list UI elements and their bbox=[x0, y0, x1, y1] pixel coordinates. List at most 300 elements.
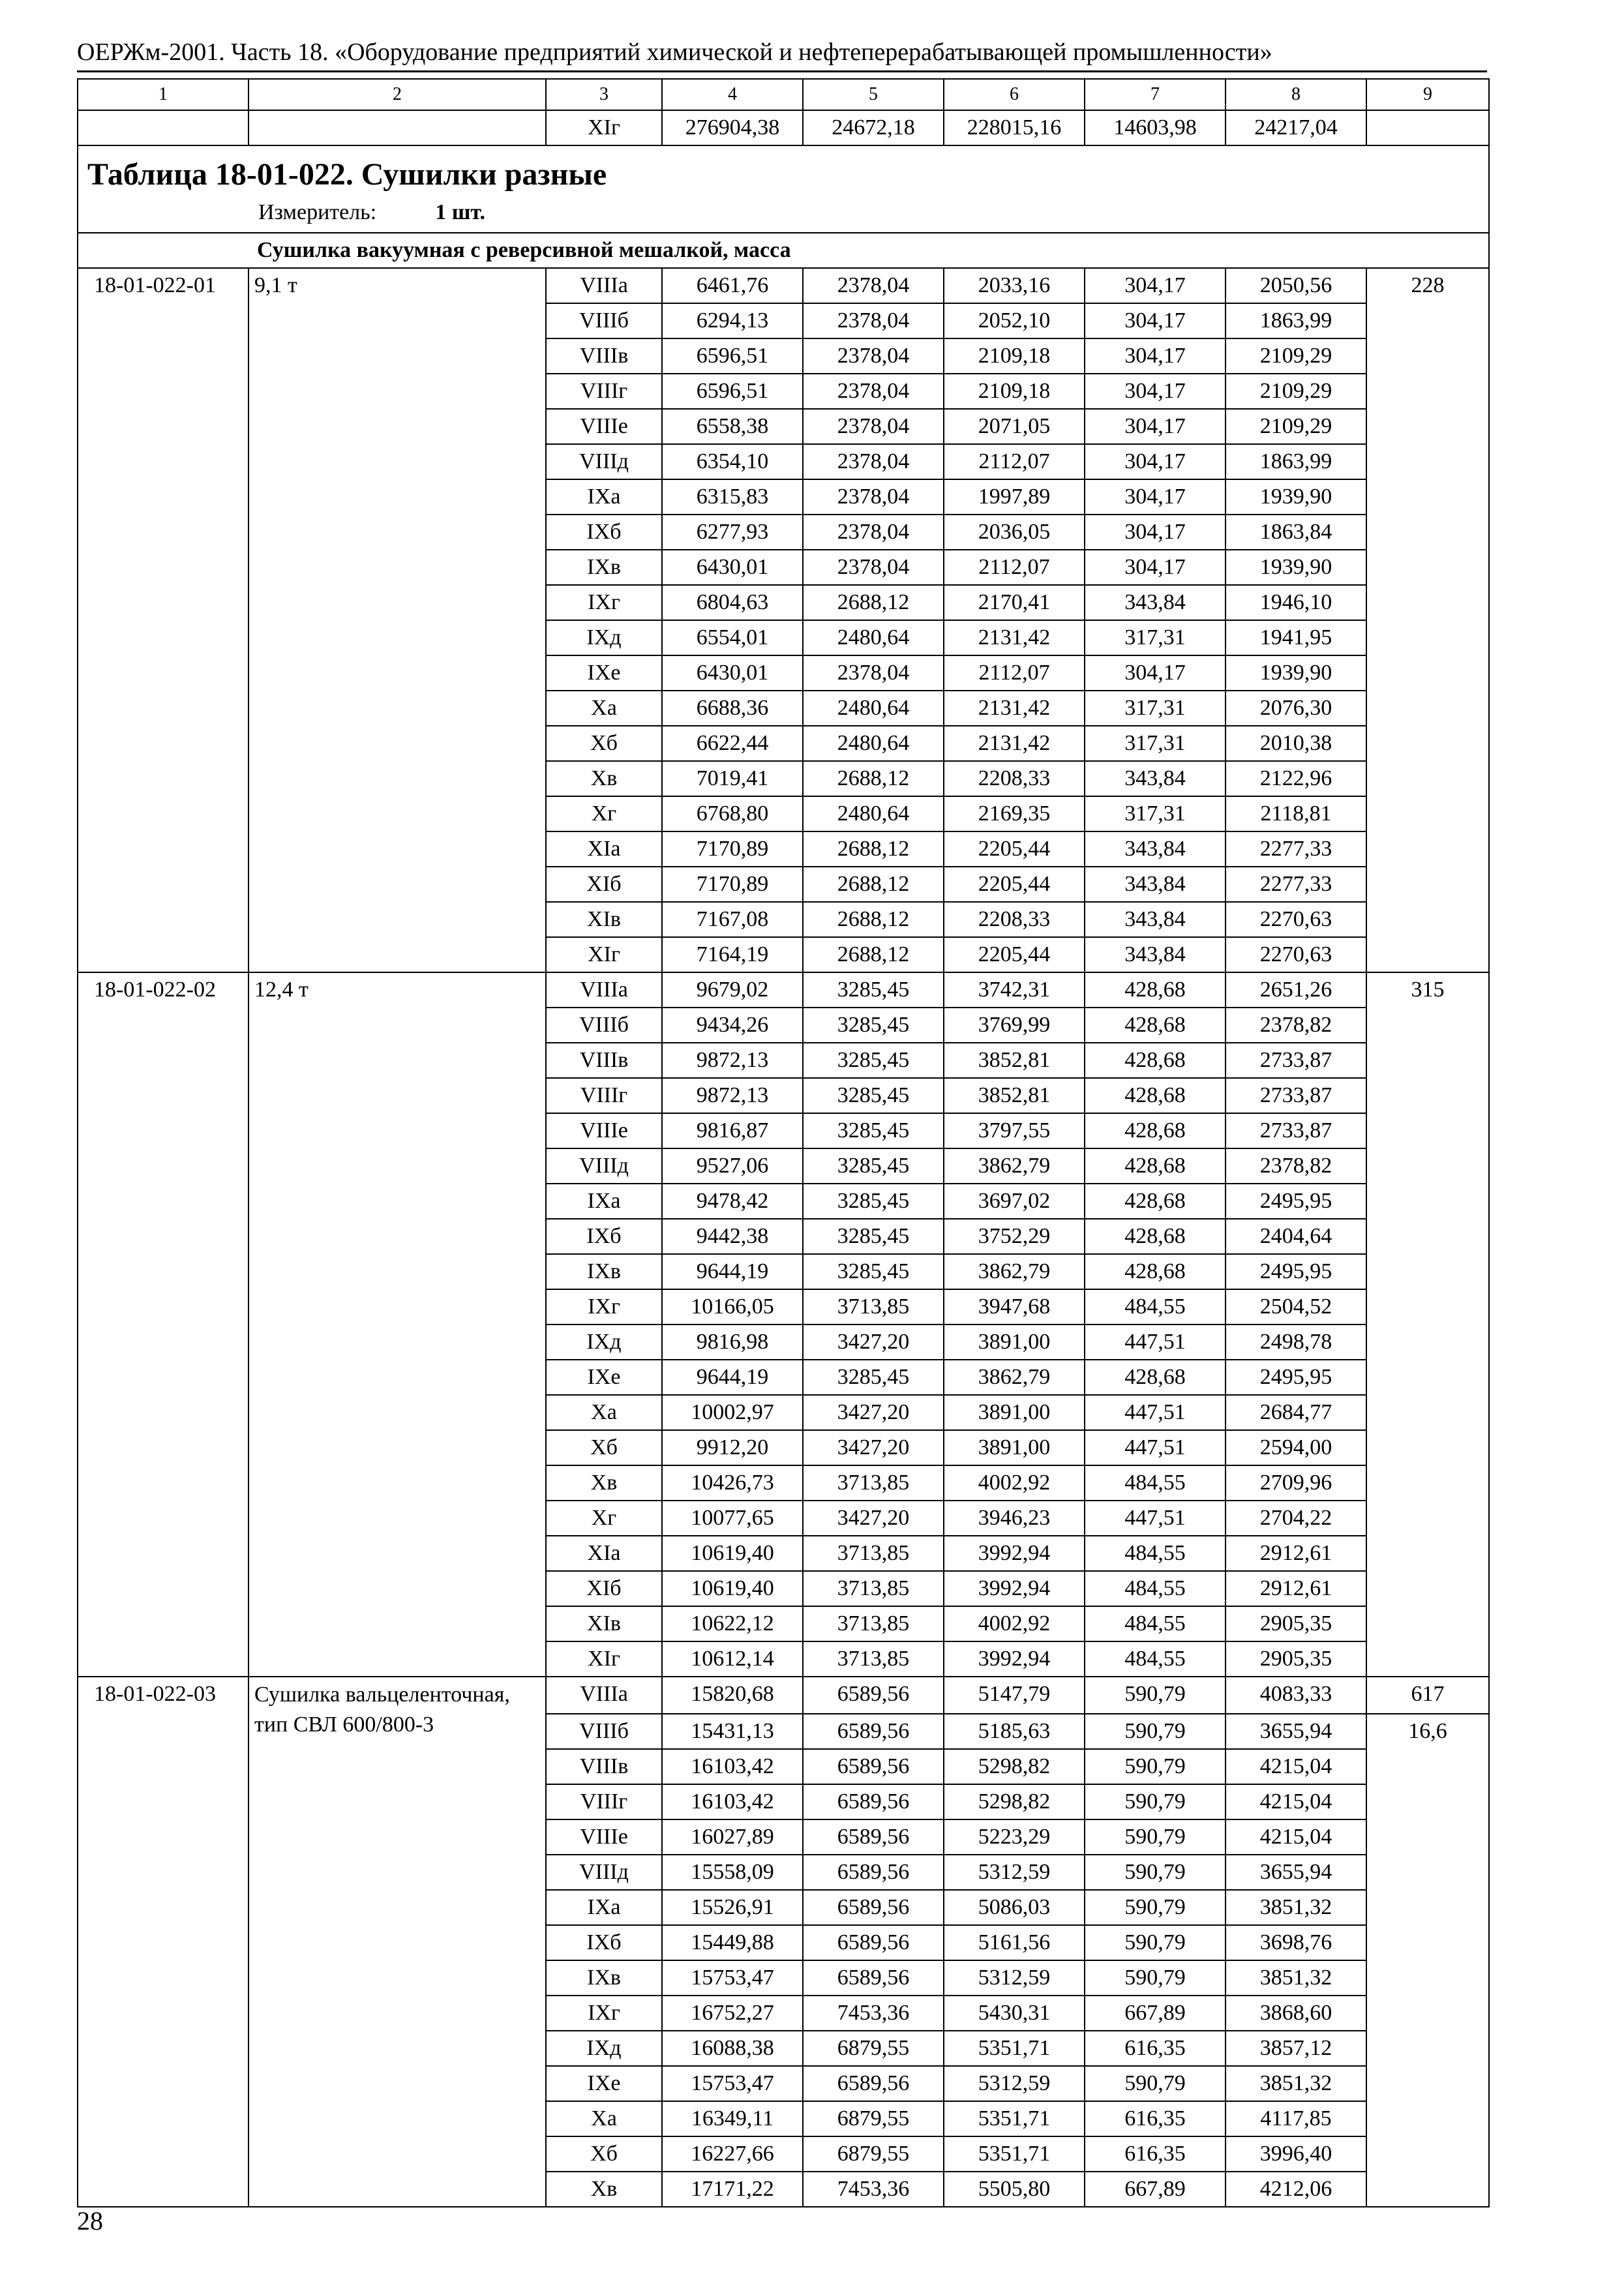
region-class-cell: VIIIа bbox=[546, 972, 662, 1008]
value-cell: 9816,98 bbox=[662, 1324, 803, 1360]
value-cell: 2378,04 bbox=[803, 409, 944, 444]
empty-cell bbox=[78, 1078, 248, 1113]
value-cell: 2071,05 bbox=[944, 409, 1085, 444]
empty-cell bbox=[1366, 655, 1489, 691]
value-cell: 15526,91 bbox=[662, 1890, 803, 1925]
empty-cell bbox=[78, 1855, 248, 1890]
value-cell: 10612,14 bbox=[662, 1641, 803, 1677]
value-cell: 2480,64 bbox=[803, 620, 944, 655]
value-cell: 4215,04 bbox=[1226, 1749, 1366, 1784]
value-cell: 24672,18 bbox=[803, 110, 944, 145]
value-cell: 484,55 bbox=[1085, 1571, 1226, 1606]
value-cell: 6589,56 bbox=[803, 1749, 944, 1784]
value-cell: 9644,19 bbox=[662, 1360, 803, 1395]
item-code: 18-01-022-03 bbox=[78, 1677, 248, 1714]
header-rule bbox=[77, 70, 1487, 72]
value-cell: 228015,16 bbox=[944, 110, 1085, 145]
region-class-cell: VIIIб bbox=[546, 303, 662, 338]
value-cell: 3285,45 bbox=[803, 1360, 944, 1395]
value-cell: 428,68 bbox=[1085, 1148, 1226, 1184]
empty-cell bbox=[248, 691, 546, 726]
empty-cell bbox=[1366, 1324, 1489, 1360]
empty-cell bbox=[78, 937, 248, 972]
value-cell: 2205,44 bbox=[944, 831, 1085, 867]
value-cell: 2905,35 bbox=[1226, 1641, 1366, 1677]
table-row bbox=[78, 1184, 1489, 1219]
table-row bbox=[78, 550, 1489, 585]
empty-cell bbox=[78, 1784, 248, 1819]
table-row bbox=[78, 1430, 1489, 1465]
empty-cell bbox=[248, 1465, 546, 1501]
value-cell: 3285,45 bbox=[803, 1078, 944, 1113]
value-cell: 7170,89 bbox=[662, 831, 803, 867]
value-cell: 2050,56 bbox=[1226, 268, 1366, 303]
empty-cell bbox=[248, 867, 546, 902]
value-cell: 3852,81 bbox=[944, 1043, 1085, 1078]
value-cell: 5351,71 bbox=[944, 2031, 1085, 2066]
table-row bbox=[78, 1360, 1489, 1395]
empty-cell bbox=[248, 1855, 546, 1890]
value-cell: 4212,06 bbox=[1226, 2172, 1366, 2207]
empty-cell bbox=[78, 1641, 248, 1677]
value-cell: 3655,94 bbox=[1226, 1855, 1366, 1890]
region-class-cell: IXа bbox=[546, 1184, 662, 1219]
empty-cell bbox=[1366, 2101, 1489, 2136]
value-cell: 6315,83 bbox=[662, 479, 803, 515]
value-cell: 2709,96 bbox=[1226, 1465, 1366, 1501]
empty-cell bbox=[78, 585, 248, 620]
empty-cell bbox=[1366, 2031, 1489, 2066]
value-cell: 4083,33 bbox=[1226, 1677, 1366, 1714]
value-cell: 6354,10 bbox=[662, 444, 803, 479]
page-number: 28 bbox=[77, 2206, 103, 2236]
table-row bbox=[78, 585, 1489, 620]
value-cell: 2270,63 bbox=[1226, 902, 1366, 937]
value-cell: 5505,80 bbox=[944, 2172, 1085, 2207]
region-class-cell: Xв bbox=[546, 1465, 662, 1501]
empty-cell bbox=[1366, 479, 1489, 515]
col9-value: 617 bbox=[1366, 1677, 1489, 1714]
empty-cell bbox=[1366, 620, 1489, 655]
value-cell: 4002,92 bbox=[944, 1465, 1085, 1501]
value-cell: 3742,31 bbox=[944, 972, 1085, 1008]
value-cell: 6589,56 bbox=[803, 1855, 944, 1890]
empty-cell bbox=[78, 1148, 248, 1184]
table-row bbox=[78, 1749, 1489, 1784]
value-cell: 6879,55 bbox=[803, 2031, 944, 2066]
column-number: 6 bbox=[944, 79, 1085, 110]
value-cell: 2688,12 bbox=[803, 585, 944, 620]
value-cell: 2277,33 bbox=[1226, 831, 1366, 867]
empty-cell bbox=[78, 726, 248, 761]
value-cell: 2688,12 bbox=[803, 937, 944, 972]
region-class-cell: XIа bbox=[546, 1536, 662, 1571]
table-row bbox=[78, 1465, 1489, 1501]
empty-cell bbox=[1366, 1360, 1489, 1395]
region-class-cell: VIIIе bbox=[546, 1819, 662, 1855]
empty-cell bbox=[248, 1996, 546, 2031]
region-class-cell: IXе bbox=[546, 2066, 662, 2101]
empty-cell bbox=[248, 831, 546, 867]
empty-cell bbox=[1366, 1996, 1489, 2031]
col9-value: 16,6 bbox=[1366, 1714, 1489, 1749]
region-class-cell: IXб bbox=[546, 1219, 662, 1254]
value-cell: 6688,36 bbox=[662, 691, 803, 726]
table-row bbox=[78, 1078, 1489, 1113]
empty-cell bbox=[78, 515, 248, 550]
empty-cell bbox=[78, 691, 248, 726]
value-cell: 15820,68 bbox=[662, 1677, 803, 1714]
table-row bbox=[78, 726, 1489, 761]
col9-value: 315 bbox=[1366, 972, 1489, 1008]
subheading-row bbox=[78, 233, 1489, 268]
empty-cell bbox=[78, 831, 248, 867]
table-row bbox=[78, 1289, 1489, 1324]
region-class-cell: IXд bbox=[546, 2031, 662, 2066]
value-cell: 2912,61 bbox=[1226, 1571, 1366, 1606]
value-cell: 304,17 bbox=[1085, 268, 1226, 303]
value-cell: 2378,04 bbox=[803, 303, 944, 338]
value-cell: 304,17 bbox=[1085, 409, 1226, 444]
region-class-cell: XIв bbox=[546, 1606, 662, 1641]
empty-cell bbox=[78, 550, 248, 585]
value-cell: 428,68 bbox=[1085, 1008, 1226, 1043]
value-cell: 3285,45 bbox=[803, 1043, 944, 1078]
table-row bbox=[78, 2101, 1489, 2136]
empty-cell bbox=[78, 479, 248, 515]
value-cell: 7164,19 bbox=[662, 937, 803, 972]
table-row bbox=[78, 1819, 1489, 1855]
region-class-cell: Xв bbox=[546, 2172, 662, 2207]
value-cell: 3285,45 bbox=[803, 1254, 944, 1289]
value-cell: 343,84 bbox=[1085, 761, 1226, 796]
empty-cell bbox=[1366, 1008, 1489, 1043]
value-cell: 6622,44 bbox=[662, 726, 803, 761]
value-cell: 3427,20 bbox=[803, 1324, 944, 1360]
empty-cell bbox=[78, 1925, 248, 1960]
value-cell: 2170,41 bbox=[944, 585, 1085, 620]
value-cell: 5351,71 bbox=[944, 2136, 1085, 2172]
table-row bbox=[78, 937, 1489, 972]
value-cell: 3862,79 bbox=[944, 1360, 1085, 1395]
value-cell: 3857,12 bbox=[1226, 2031, 1366, 2066]
empty-cell bbox=[78, 1324, 248, 1360]
value-cell: 3992,94 bbox=[944, 1536, 1085, 1571]
value-cell: 6596,51 bbox=[662, 374, 803, 409]
value-cell: 2205,44 bbox=[944, 937, 1085, 972]
empty-cell bbox=[248, 1324, 546, 1360]
empty-cell bbox=[248, 338, 546, 374]
table-row bbox=[78, 2172, 1489, 2207]
empty-cell bbox=[78, 1465, 248, 1501]
value-cell: 4002,92 bbox=[944, 1606, 1085, 1641]
value-cell: 9872,13 bbox=[662, 1078, 803, 1113]
region-class-cell: IXа bbox=[546, 479, 662, 515]
table-row bbox=[78, 409, 1489, 444]
value-cell: 343,84 bbox=[1085, 937, 1226, 972]
value-cell: 16349,11 bbox=[662, 2101, 803, 2136]
value-cell: 7019,41 bbox=[662, 761, 803, 796]
value-cell: 10077,65 bbox=[662, 1501, 803, 1536]
value-cell: 6589,56 bbox=[803, 1890, 944, 1925]
empty-cell bbox=[1366, 1606, 1489, 1641]
col9-value: 228 bbox=[1366, 268, 1489, 303]
empty-cell bbox=[1366, 2136, 1489, 2172]
value-cell: 343,84 bbox=[1085, 867, 1226, 902]
value-cell: 4117,85 bbox=[1226, 2101, 1366, 2136]
region-class-cell: VIIIд bbox=[546, 444, 662, 479]
value-cell: 3713,85 bbox=[803, 1465, 944, 1501]
value-cell: 2378,04 bbox=[803, 268, 944, 303]
value-cell: 1941,95 bbox=[1226, 620, 1366, 655]
table-row bbox=[78, 303, 1489, 338]
value-cell: 484,55 bbox=[1085, 1289, 1226, 1324]
value-cell: 6430,01 bbox=[662, 655, 803, 691]
table-row bbox=[78, 268, 1489, 303]
empty-cell bbox=[248, 1571, 546, 1606]
value-cell: 2688,12 bbox=[803, 867, 944, 902]
measure-line bbox=[87, 197, 1479, 228]
item-name-text: Сушилка вальцеленточная, тип СВЛ 600/800-3 bbox=[254, 1683, 510, 1737]
empty-cell bbox=[78, 409, 248, 444]
value-cell: 317,31 bbox=[1085, 691, 1226, 726]
table-row bbox=[78, 620, 1489, 655]
empty-cell bbox=[1366, 1289, 1489, 1324]
empty-cell bbox=[248, 110, 546, 145]
table-row bbox=[78, 1855, 1489, 1890]
value-cell: 9912,20 bbox=[662, 1430, 803, 1465]
value-cell: 3769,99 bbox=[944, 1008, 1085, 1043]
value-cell: 2404,64 bbox=[1226, 1219, 1366, 1254]
empty-cell bbox=[1366, 691, 1489, 726]
value-cell: 10622,12 bbox=[662, 1606, 803, 1641]
value-cell: 304,17 bbox=[1085, 515, 1226, 550]
region-class-cell: VIIIг bbox=[546, 374, 662, 409]
empty-cell bbox=[78, 2136, 248, 2172]
value-cell: 484,55 bbox=[1085, 1641, 1226, 1677]
empty-cell bbox=[1366, 1254, 1489, 1289]
table-row bbox=[78, 902, 1489, 937]
region-class-cell: XIг bbox=[546, 1641, 662, 1677]
value-cell: 2378,82 bbox=[1226, 1008, 1366, 1043]
value-cell: 15753,47 bbox=[662, 1960, 803, 1996]
value-cell: 6589,56 bbox=[803, 1714, 944, 1749]
value-cell: 2109,29 bbox=[1226, 409, 1366, 444]
value-cell: 14603,98 bbox=[1085, 110, 1226, 145]
value-cell: 590,79 bbox=[1085, 1890, 1226, 1925]
value-cell: 15753,47 bbox=[662, 2066, 803, 2101]
empty-cell bbox=[1366, 409, 1489, 444]
value-cell: 2594,00 bbox=[1226, 1430, 1366, 1465]
value-cell: 6554,01 bbox=[662, 620, 803, 655]
value-cell: 2109,18 bbox=[944, 338, 1085, 374]
value-cell: 3851,32 bbox=[1226, 1960, 1366, 1996]
region-class-cell: VIIIд bbox=[546, 1148, 662, 1184]
region-class-cell: VIIIа bbox=[546, 1677, 662, 1714]
value-cell: 428,68 bbox=[1085, 972, 1226, 1008]
value-cell: 3285,45 bbox=[803, 1219, 944, 1254]
value-cell: 6804,63 bbox=[662, 585, 803, 620]
item-name bbox=[248, 1677, 546, 1737]
region-class-cell: VIIIа bbox=[546, 268, 662, 303]
item-code: 18-01-022-01 bbox=[78, 268, 248, 303]
value-cell: 2208,33 bbox=[944, 761, 1085, 796]
table-row bbox=[78, 479, 1489, 515]
value-cell: 9527,06 bbox=[662, 1148, 803, 1184]
value-cell: 428,68 bbox=[1085, 1078, 1226, 1113]
region-class-cell: VIIIг bbox=[546, 1078, 662, 1113]
empty-cell bbox=[78, 1008, 248, 1043]
empty-cell bbox=[1366, 2066, 1489, 2101]
column-number: 1 bbox=[78, 79, 248, 110]
empty-cell bbox=[78, 655, 248, 691]
region-class-cell: Xа bbox=[546, 691, 662, 726]
table-row bbox=[78, 655, 1489, 691]
value-cell: 2033,16 bbox=[944, 268, 1085, 303]
value-cell: 2688,12 bbox=[803, 761, 944, 796]
table-row bbox=[78, 2136, 1489, 2172]
empty-cell bbox=[248, 1641, 546, 1677]
table-row bbox=[78, 444, 1489, 479]
region-class-cell: XIб bbox=[546, 1571, 662, 1606]
empty-cell bbox=[1366, 1113, 1489, 1148]
empty-cell bbox=[248, 2172, 546, 2207]
value-cell: 1939,90 bbox=[1226, 479, 1366, 515]
value-cell: 590,79 bbox=[1085, 2066, 1226, 2101]
value-cell: 2118,81 bbox=[1226, 796, 1366, 831]
value-cell: 5298,82 bbox=[944, 1784, 1085, 1819]
table-row bbox=[78, 1043, 1489, 1078]
value-cell: 3851,32 bbox=[1226, 2066, 1366, 2101]
page-header: ОЕРЖм-2001. Часть 18. «Оборудование предприятий химической и нефтеперерабатывающей промышленности» bbox=[77, 38, 1272, 66]
empty-cell bbox=[1366, 1043, 1489, 1078]
region-class-cell: XIв bbox=[546, 902, 662, 937]
empty-cell bbox=[78, 2172, 248, 2207]
value-cell: 2495,95 bbox=[1226, 1184, 1366, 1219]
empty-cell bbox=[1366, 937, 1489, 972]
table-row bbox=[78, 761, 1489, 796]
value-cell: 6589,56 bbox=[803, 1784, 944, 1819]
empty-cell bbox=[1366, 1184, 1489, 1219]
region-class-cell: IXв bbox=[546, 1960, 662, 1996]
empty-cell bbox=[248, 1219, 546, 1254]
value-cell: 2495,95 bbox=[1226, 1254, 1366, 1289]
value-cell: 2912,61 bbox=[1226, 1536, 1366, 1571]
table-row bbox=[78, 338, 1489, 374]
empty-cell bbox=[248, 1430, 546, 1465]
table-row bbox=[78, 1254, 1489, 1289]
empty-cell bbox=[1366, 1749, 1489, 1784]
value-cell: 2131,42 bbox=[944, 620, 1085, 655]
empty-cell bbox=[248, 479, 546, 515]
table-row bbox=[78, 867, 1489, 902]
value-cell: 1997,89 bbox=[944, 479, 1085, 515]
table-row bbox=[78, 1395, 1489, 1430]
empty-cell bbox=[1366, 550, 1489, 585]
table-row bbox=[78, 2066, 1489, 2101]
empty-cell bbox=[248, 1289, 546, 1324]
region-class-cell: IXг bbox=[546, 1996, 662, 2031]
empty-cell bbox=[1366, 761, 1489, 796]
value-cell: 2109,29 bbox=[1226, 338, 1366, 374]
empty-cell bbox=[248, 1008, 546, 1043]
value-cell: 2704,22 bbox=[1226, 1501, 1366, 1536]
value-cell: 2378,04 bbox=[803, 550, 944, 585]
empty-cell bbox=[248, 303, 546, 338]
table-title-cell bbox=[78, 145, 1489, 233]
empty-cell bbox=[1366, 1819, 1489, 1855]
value-cell: 304,17 bbox=[1085, 550, 1226, 585]
value-cell: 16103,42 bbox=[662, 1749, 803, 1784]
value-cell: 4215,04 bbox=[1226, 1784, 1366, 1819]
empty-cell bbox=[248, 1784, 546, 1819]
empty-cell bbox=[1366, 1501, 1489, 1536]
column-number: 4 bbox=[662, 79, 803, 110]
empty-cell bbox=[1366, 1148, 1489, 1184]
region-class-cell: XIг bbox=[546, 937, 662, 972]
empty-cell bbox=[78, 1254, 248, 1289]
value-cell: 2131,42 bbox=[944, 726, 1085, 761]
region-class-cell: IXв bbox=[546, 1254, 662, 1289]
value-cell: 3655,94 bbox=[1226, 1714, 1366, 1749]
value-cell: 2684,77 bbox=[1226, 1395, 1366, 1430]
value-cell: 6589,56 bbox=[803, 2066, 944, 2101]
empty-cell bbox=[1366, 338, 1489, 374]
value-cell: 15558,09 bbox=[662, 1855, 803, 1890]
table-row bbox=[78, 972, 1489, 1008]
empty-cell bbox=[78, 1219, 248, 1254]
empty-cell bbox=[248, 409, 546, 444]
region-class-cell: IXе bbox=[546, 655, 662, 691]
empty-cell bbox=[1366, 1395, 1489, 1430]
value-cell: 3862,79 bbox=[944, 1148, 1085, 1184]
value-cell: 3891,00 bbox=[944, 1395, 1085, 1430]
empty-cell bbox=[248, 726, 546, 761]
region-class-cell: XIа bbox=[546, 831, 662, 867]
value-cell: 3427,20 bbox=[803, 1501, 944, 1536]
empty-cell bbox=[78, 761, 248, 796]
value-cell: 428,68 bbox=[1085, 1184, 1226, 1219]
region-class-cell: Xб bbox=[546, 1430, 662, 1465]
empty-cell bbox=[248, 1606, 546, 1641]
value-cell: 10166,05 bbox=[662, 1289, 803, 1324]
value-cell: 2378,04 bbox=[803, 338, 944, 374]
empty-cell bbox=[248, 1254, 546, 1289]
empty-cell bbox=[78, 338, 248, 374]
region-class-cell: IXб bbox=[546, 515, 662, 550]
value-cell: 2480,64 bbox=[803, 796, 944, 831]
table-row bbox=[78, 1571, 1489, 1606]
empty-cell bbox=[248, 761, 546, 796]
value-cell: 1863,99 bbox=[1226, 303, 1366, 338]
empty-cell bbox=[78, 1360, 248, 1395]
value-cell: 3427,20 bbox=[803, 1430, 944, 1465]
empty-cell bbox=[248, 620, 546, 655]
value-cell: 2495,95 bbox=[1226, 1360, 1366, 1395]
value-cell: 6461,76 bbox=[662, 268, 803, 303]
empty-cell bbox=[78, 1113, 248, 1148]
value-cell: 3992,94 bbox=[944, 1641, 1085, 1677]
value-cell: 590,79 bbox=[1085, 1749, 1226, 1784]
value-cell: 447,51 bbox=[1085, 1501, 1226, 1536]
value-cell: 428,68 bbox=[1085, 1043, 1226, 1078]
value-cell: 9816,87 bbox=[662, 1113, 803, 1148]
value-cell: 447,51 bbox=[1085, 1430, 1226, 1465]
value-cell: 3713,85 bbox=[803, 1641, 944, 1677]
region-class-cell: VIIIд bbox=[546, 1855, 662, 1890]
value-cell: 5147,79 bbox=[944, 1677, 1085, 1714]
empty-cell bbox=[1366, 1430, 1489, 1465]
